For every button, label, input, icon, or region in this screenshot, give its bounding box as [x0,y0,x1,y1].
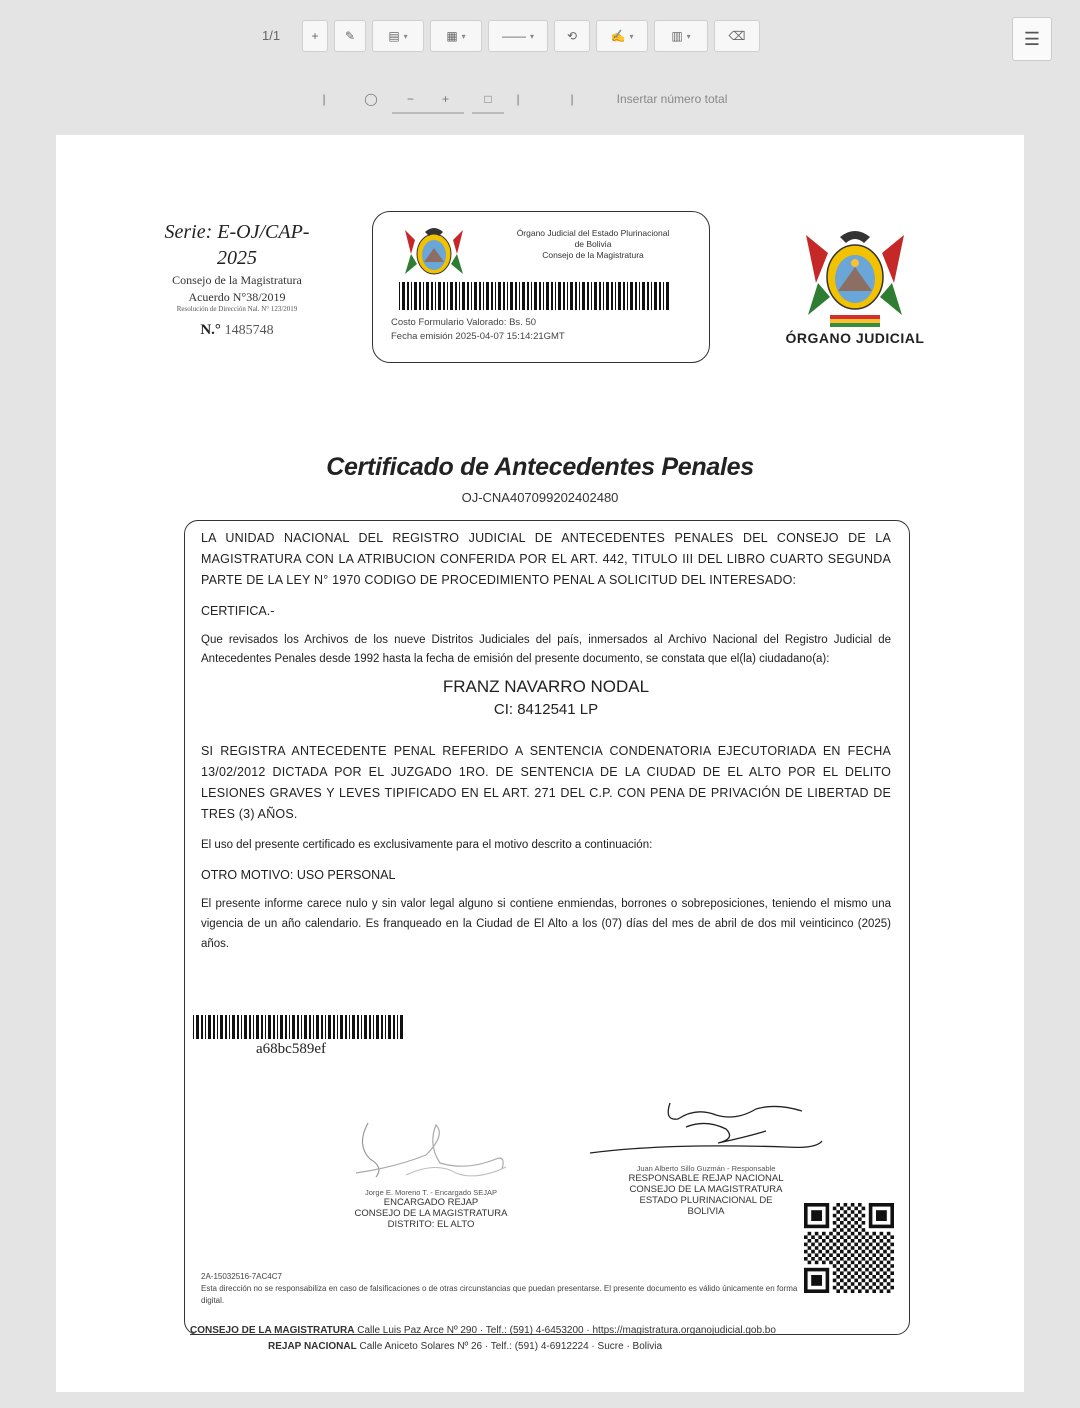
signature-right [576,1097,836,1217]
secondary-toolbar [0,86,1080,114]
footer-address-2: Calle Aniceto Solares Nº 26 · Telf.: (591) 4-6912224 · Sucre · Bolivia [356,1341,663,1352]
page-indicator: 1/1 [262,28,281,43]
stamp-details [391,316,565,344]
reference-code: 2A-15032516-7AC4C7 [201,1272,282,1281]
right-signer-role-3: ESTADO PLURINACIONAL DE [639,1195,773,1206]
bolivia-coat-of-arms-icon [401,224,467,280]
consejo-label: Consejo de la Magistratura [172,273,302,287]
left-signer-role-1: ENCARGADO REJAP [383,1197,479,1208]
erase-button[interactable] [714,20,760,52]
footer-line-2 [268,1341,868,1352]
document-barcode [193,1015,407,1039]
right-signer-role-1: RESPONSABLE REJAP NACIONAL [628,1173,784,1184]
right-signer-name: Juan Alberto Sillo Guzmán - Responsable [636,1164,776,1173]
signature-scribble-right [586,1097,826,1159]
draw-button[interactable] [334,20,366,52]
page-numbering-link[interactable]: Insertar número total [616,92,728,106]
form-number [146,322,328,339]
zoom-in-icon[interactable]: + [442,92,450,106]
bolivia-coat-of-arms-icon [800,223,910,327]
fit-icon: □ [484,92,492,106]
zoom-control[interactable] [392,86,464,114]
sidebar-toggle-button[interactable] [1012,17,1052,61]
resolution-note: Resolución de Dirección Nal. N° 123/2019 [176,305,298,313]
footer-address-1: Calle Luis Paz Arce Nº 290 · Telf.: (591) 4-6453200 · https://magistratura.organojudicial.gob.bo [354,1325,776,1336]
insert-icon: ▥ [671,29,683,43]
emission-date-line: Fecha emisión 2025-04-07 15:14:21GMT [391,331,565,342]
chevron-down-icon: ▾ [529,31,534,41]
chevron-down-icon: ▾ [686,31,691,41]
record-paragraph: SI REGISTRA ANTECEDENTE PENAL REFERIDO A SENTENCIA CONDENATORIA EJECUTORIADA EN FECHA 13/02/2012 DICTADA POR EL JUZGADO 1RO. DE SENTENCIA DE LA CIUDAD DE EL ALTO POR EL DELITO LESIONES GRAVES Y LEVES TIPIFICADO EN EL ART. 271 DEL C.P. CON PENA DE PRIVACIÓN DE LIBERTAD DE TRES (3) AÑOS. [201,744,891,821]
validity-paragraph: El presente informe carece nulo y sin valor legal alguno si contiene enmiendas, borrones o sobreposiciones, teniendo el mismo una vigencia de un año calendario. Es franqueado en la Ciudad de El Alto a los (07) días del mes de abril de dos mil veinticinco (2025) años. [201,898,891,950]
number-label: N.° [200,322,221,338]
rotate-icon: ⟲ [566,29,578,43]
divider: | [570,92,574,106]
certificate-body [201,528,891,954]
footer-note [201,1271,801,1307]
disclaimer-text: Esta dirección no se responsabiliza en caso de falsificaciones o de otras circunstancias que puedan presentarse. El presente documento es válido únicamente en forma digital. [201,1284,798,1305]
sign-button[interactable] [596,20,648,52]
cost-line: Costo Formulario Valorado: Bs. 50 [391,317,537,328]
insert-button[interactable] [654,20,708,52]
zoom-out-icon[interactable]: − [406,92,414,106]
organo-judicial-logo [782,223,928,346]
serie-line-1: Serie: E-OJ/CAP- [164,221,310,243]
eraser-icon: ⌫ [728,29,746,43]
stamp-barcode [399,282,669,310]
organo-judicial-text: ÓRGANO JUDICIAL [785,330,925,346]
fiscal-stamp [372,211,710,363]
certificate-code: OJ-CNA407099202402480 [461,490,619,505]
citizen-name: FRANZ NAVARRO NODAL [442,677,650,696]
serie-block [146,219,328,339]
right-signer-role-2: CONSEJO DE LA MAGISTRATURA [629,1184,783,1195]
acuerdo-label: Acuerdo N°38/2019 [188,290,286,304]
divider: | [322,92,326,106]
verification-hash: a68bc589ef [256,1041,326,1057]
search-icon[interactable]: ◯ [364,92,378,106]
pencil-icon: ✎ [344,29,356,43]
citizen-ci: CI: 8412541 LP [493,701,599,718]
qr-code [804,1203,894,1293]
fit-page-button[interactable] [472,86,504,114]
toolbar [0,0,1080,130]
footer-org-2: REJAP NACIONAL [268,1341,357,1352]
chevron-down-icon: ▾ [629,31,634,41]
document-title: Certificado de Antecedentes Penales [326,453,754,481]
signature-icon: ✍ [610,29,626,43]
serie-line-2: 2025 [217,247,257,269]
footer-line-1 [190,1325,890,1336]
stamp-head-line-2: de Bolivia [574,239,612,249]
left-signer-role-3: DISTRITO: EL ALTO [387,1219,475,1230]
highlight-icon: ▤ [388,29,400,43]
left-signer-name: Jorge E. Moreno T. - Encargado SEJAP [364,1188,497,1197]
number-value: 1485748 [224,323,274,338]
plus-icon: + [311,29,319,43]
right-signer-role-4: BOLIVIA [687,1206,725,1217]
highlight-button[interactable] [372,20,424,52]
motive-line: OTRO MOTIVO: USO PERSONAL [201,868,396,882]
stamp-head-line-1: Órgano Judicial del Estado Plurinacional [516,228,670,238]
archives-paragraph: Que revisados los Archivos de los nueve Distritos Judiciales del país, inmersados al Archivo Nacional del Registro Judicial de Antecedentes Penales desde 1992 hasta la fecha de emisión del presente documento, se constata que el(la) ciudadano(a): [201,634,891,665]
intro-paragraph: LA UNIDAD NACIONAL DEL REGISTRO JUDICIAL DE ANTECEDENTES PENALES DEL CONSEJO DE LA MAGISTRATURA CON LA ATRIBUCION CONFERIDA POR EL ART. 442, TITULO III DEL LIBRO CUARTO SEGUNDA PARTE DE LA LEY N° 1970 CODIGO DE PROCEDIMIENTO PENAL A SOLICITUD DEL INTERESADO: [201,531,891,587]
comment-icon: ▦ [446,29,458,43]
line-icon: —— [501,29,526,43]
document-page [56,135,1024,1392]
usage-paragraph: El uso del presente certificado es exclusivamente para el motivo descrito a continuación: [201,839,653,851]
menu-icon: ☰ [1023,28,1041,49]
chevron-down-icon: ▾ [403,31,408,41]
certifica-label: CERTIFICA.- [201,604,275,618]
left-signer-role-2: CONSEJO DE LA MAGISTRATURA [354,1208,508,1219]
signature-left [326,1115,536,1230]
stamp-head-line-3: Consejo de la Magistratura [542,250,644,260]
stamp-header [493,228,693,261]
rotate-button[interactable] [554,20,590,52]
footer-org-1: CONSEJO DE LA MAGISTRATURA [190,1325,355,1336]
add-button[interactable] [302,20,328,52]
shapes-button[interactable] [488,20,548,52]
divider: | [516,92,520,106]
signature-scribble-left [336,1115,526,1183]
chevron-down-icon: ▾ [461,31,466,41]
comment-button[interactable] [430,20,482,52]
